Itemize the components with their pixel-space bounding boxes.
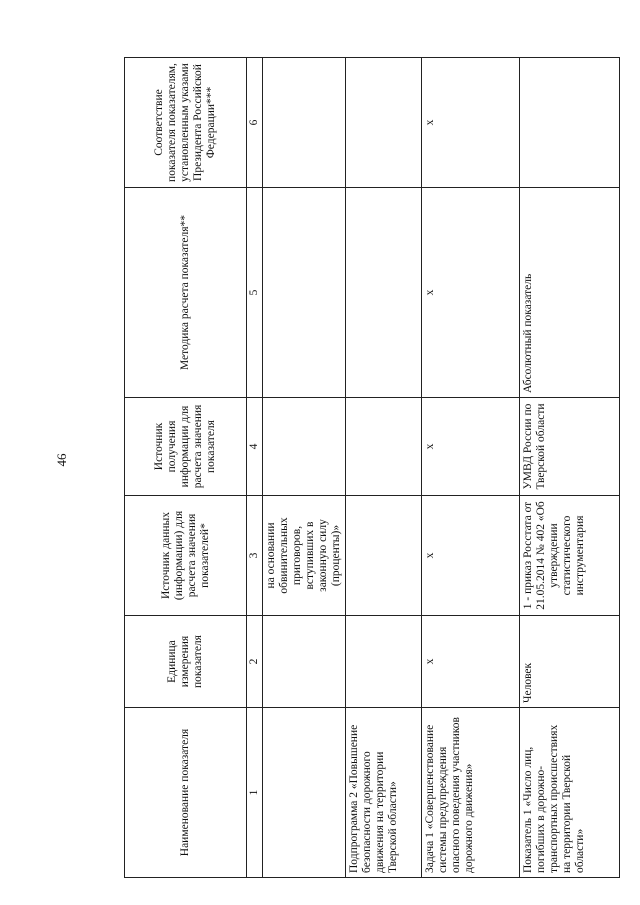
data-source-cell: на основании обвинительных приговоров, вступивших в законную силу (проценты)» — [263, 496, 346, 616]
table-row — [346, 58, 422, 878]
rotated-table-wrapper — [124, 58, 620, 878]
indicator-table — [124, 57, 620, 878]
compliance-cell — [263, 58, 346, 188]
column-number: 1 — [247, 708, 263, 878]
method-cell: х — [422, 188, 520, 398]
info-source-cell — [346, 398, 422, 496]
method-cell — [346, 188, 422, 398]
data-source-cell: 1 - приказ Росстата от 21.05.2014 № 402 «Об утверждении статистического инструментария — [520, 496, 620, 616]
unit-cell — [263, 616, 346, 708]
column-number: 5 — [247, 188, 263, 398]
info-source-cell: х — [422, 398, 520, 496]
column-header: Единица измерения показателя — [125, 616, 247, 708]
page-number: 46 — [54, 453, 69, 467]
compliance-cell — [520, 58, 620, 188]
method-cell: Абсолютный показатель — [520, 188, 620, 398]
table-row — [263, 58, 346, 878]
compliance-cell: х — [422, 58, 520, 188]
unit-cell: Человек — [520, 616, 620, 708]
unit-cell — [346, 616, 422, 708]
column-header: Наименование показателя — [125, 708, 247, 878]
data-source-cell — [346, 496, 422, 616]
column-number: 2 — [247, 616, 263, 708]
column-number-row — [247, 58, 263, 878]
header-row — [125, 58, 247, 878]
column-header: Источник получения информации для расчета значения показателя — [125, 398, 247, 496]
indicator-name-cell: Подпрограмма 2 «Повышение безопасности дорожного движения на территории Тверской области» — [346, 708, 422, 878]
column-header: Источник данных (информации) для расчета значения показателей* — [125, 496, 247, 616]
table-row — [520, 58, 620, 878]
table-row — [422, 58, 520, 878]
indicator-name-cell: Показатель 1 «Число лиц, погибших в дорожно-транспортных происшествиях на территории Тверской области» — [520, 708, 620, 878]
indicator-name-cell — [263, 708, 346, 878]
column-header: Методика расчета показателя** — [125, 188, 247, 398]
indicator-name-cell: Задача 1 «Совершенствование системы предупреждения опасного поведения участников дорожного движения» — [422, 708, 520, 878]
data-source-cell: х — [422, 496, 520, 616]
column-number: 4 — [247, 398, 263, 496]
column-number: 3 — [247, 496, 263, 616]
column-header: Соответствие показателя показателям, установленным указами Президента Российской Федерации*** — [125, 58, 247, 188]
info-source-cell: УМВД России по Тверской области — [520, 398, 620, 496]
info-source-cell — [263, 398, 346, 496]
column-number: 6 — [247, 58, 263, 188]
compliance-cell — [346, 58, 422, 188]
unit-cell: х — [422, 616, 520, 708]
method-cell — [263, 188, 346, 398]
